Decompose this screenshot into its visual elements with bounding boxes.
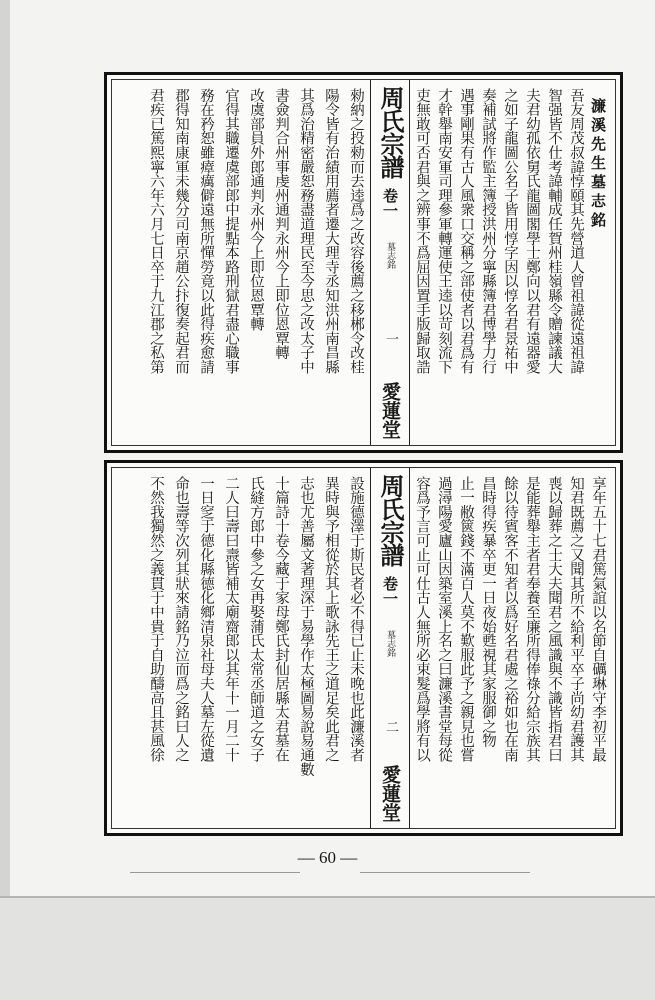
hall-name: 愛蓮堂 [379,765,401,822]
text-column: 餘以待賓客不知者以爲好名君處之裕如也在南 [502,476,518,763]
text-column: 知君既薦之又聞其所不給利平卒子尚幼君護其 [568,476,584,763]
page-frame [111,79,616,446]
text-column: 改虞部員外郎通判永州今上即位恩覃轉 [248,88,264,332]
text-column: 氏縫方郎中參之女再娶蒲氏太常丞師道之女子 [248,476,264,763]
text-column: 吏無敢可否君與之辨事不爲屈因置手版歸取誥 [414,88,430,375]
text-column: 君疾已篤熙寧六年六月七日卒于九江郡之私第 [148,88,164,375]
page-frame [111,467,616,829]
text-column: 官得其職遷虞部郎中提點本路刑獄君盡心職事 [223,88,239,375]
text-column: 容爲予言可止可仕古人無所必束髮爲學將有以 [414,476,430,763]
inscription-title: 濂溪先生墓志銘 [589,98,607,231]
text-column: 奏補試將作監主簿授洪州分寧縣簿君博學力行 [480,88,496,375]
text-column: 命也壽等次列其狀來請銘乃泣而爲之銘曰人之 [173,476,189,763]
text-column: 一日窆于德化縣德化鄉清泉社母夫人墓左從遺 [198,476,214,763]
section-label: 墓志銘 [385,630,395,657]
text-column: 異時與予相從於其上歌詠先王之道足矣此君之 [323,476,339,763]
text-column: 喪以歸葬之士大夫聞君之風識與不識皆指君曰 [546,476,562,763]
section-label: 墓志銘 [385,242,395,269]
divider [130,872,300,873]
genealogy-page-bottom [104,460,623,836]
genealogy-page-top [104,72,623,453]
page-banner [370,80,410,445]
text-column: 書僉判合州事虔州通判永州今上即位恩覃轉 [273,88,289,360]
text-column: 享年五十七君篤氣誼以名節自礪琳守李初平最 [590,476,606,763]
page-number: — 60 — [297,848,358,867]
book-title: 周氏宗譜 [376,474,404,566]
text-column: 遇事剛果有古人風衆口交稱之部使者以君爲有 [458,88,474,375]
scan-margin [0,896,655,1000]
text-column: 是能葬舉主者君奉養至廉所得俸祿分給宗族其 [524,476,540,763]
text-column: 志也尤善屬文著理深于易學作太極圖易說易通數 [298,476,314,777]
text-column: 二人曰壽曰燾皆補太廟齋郎以其年十一月二十 [223,476,239,763]
folio-number: 二 [383,720,398,733]
text-column: 夫君幼孤依舅氏龍圖閣學士鄭向以君有遠器愛 [524,88,540,375]
text-column: 止一敝篋錢不滿百人莫不歎服此予之親見也嘗 [458,476,474,763]
text-column: 之如子龍圖公名子皆用惇字因以惇名君景祐中 [502,88,518,375]
text-column: 其爲治精密嚴恕務盡道理民至今思之改太子中 [298,88,314,375]
text-column: 昌時得疾暴卒更一日夜始甦視其家服御之物 [480,476,496,748]
text-column: 郡得知南康軍未幾分司南京趙公抃復奏起君而 [173,88,189,375]
text-column: 吾友周茂叔諱惇頤其先營道人曾祖諱從遠祖諱 [568,88,584,375]
volume-label: 卷一 [381,576,399,606]
text-column: 陽令皆有治績用薦者遷大理寺丞知洪州南昌縣 [323,88,339,375]
hall-name: 愛蓮堂 [379,382,401,439]
text-column: 智强皆不仕考諱輔成任賀州桂嶺縣令贈諫議大 [546,88,562,375]
divider [360,872,530,873]
folio-number: 一 [383,332,398,345]
text-column: 才幹舉南安軍司理參軍轉運使王逵以苛刻流下 [436,88,452,375]
text-column: 十篇詩十卷今藏于家母鄭氏封仙居縣太君墓在 [273,476,289,763]
text-column: 不然我獨然之義貫于中貴于自助醻高且甚風徐 [148,476,164,763]
volume-label: 卷一 [381,188,399,218]
text-column: 過潯陽愛廬山因築室溪上名之曰濂溪書堂每從 [436,476,452,763]
page-banner [370,468,410,828]
text-column: 設施德澤于斯民者必不得已止未晚也此濂溪者 [348,476,364,763]
text-column: 勑納之投勑而去逵爲之改容後薦之移郴令改桂 [348,88,364,375]
text-column: 務在矜恕雖瘴癘僻遠無所憚勞竟以此得疾愈請 [198,88,214,375]
book-title: 周氏宗譜 [376,86,404,178]
